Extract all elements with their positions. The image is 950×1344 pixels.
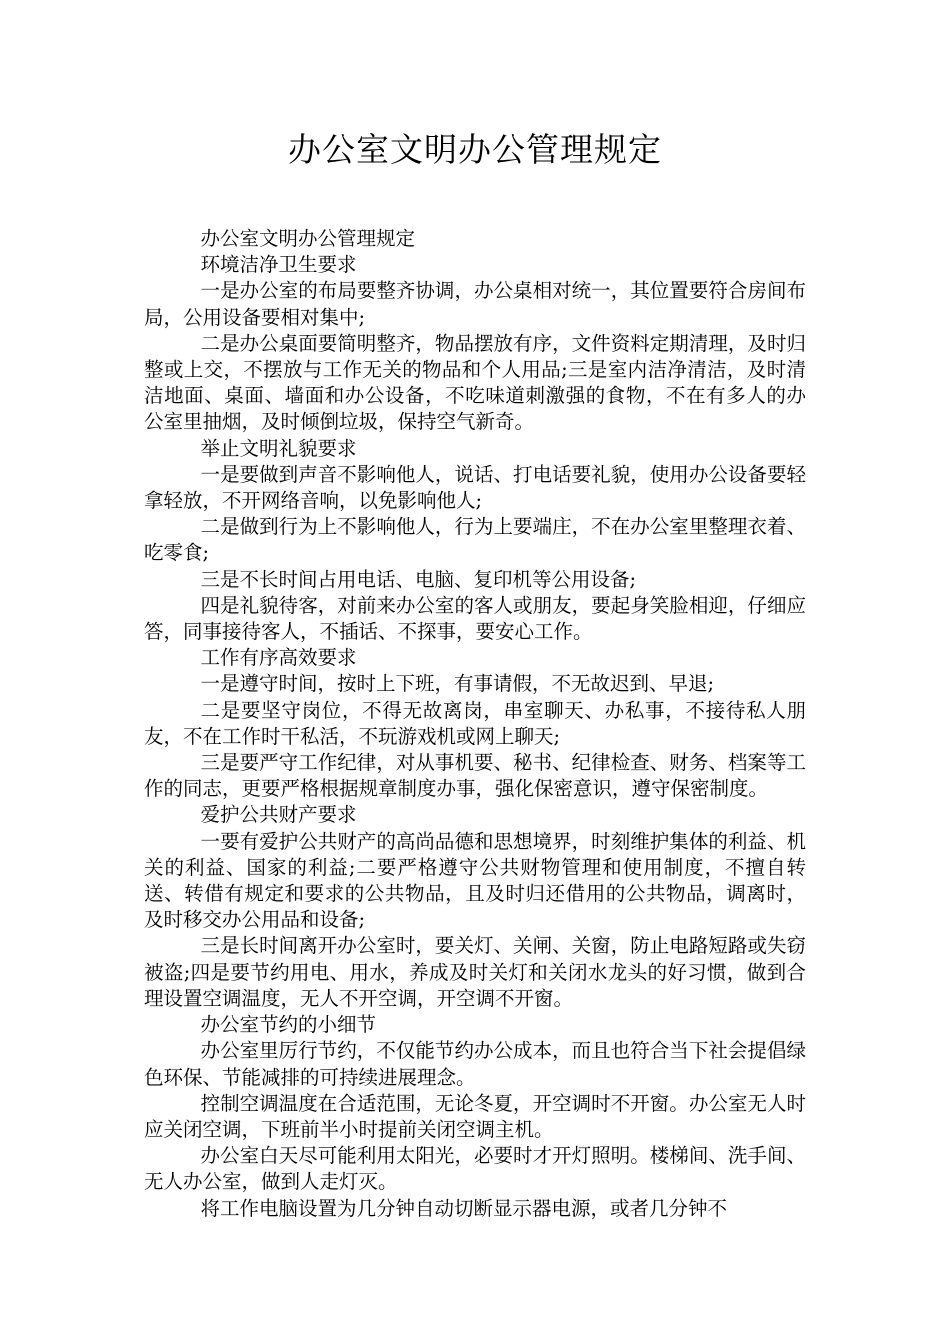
paragraph: 二是办公桌面要简明整齐，物品摆放有序，文件资料定期清理，及时归整或上交，不摆放与工作无关的物品和个人用品;三是室内洁净清洁，及时清洁地面、桌面、墙面和办公设备，不吃味道刺激强的食物，不在有多人的办公室里抽烟，及时倾倒垃圾，保持空气新奇。 bbox=[144, 331, 806, 434]
paragraph-heading: 办公室文明办公管理规定 bbox=[200, 227, 416, 250]
paragraph: 控制空调温度在合适范围，无论冬夏，开空调时不开窗。办公室无人时应关闭空调，下班前半小时提前关闭空调主机。 bbox=[144, 1091, 806, 1141]
paragraph: 一是办公室的布局要整齐协调，办公桌相对统一，其位置要符合房间布局，公用设备要相对集中; bbox=[144, 279, 806, 329]
document-title: 办公室文明办公管理规定 bbox=[288, 130, 662, 169]
paragraph: 二是要坚守岗位，不得无故离岗，串室聊天、办私事，不接待私人朋友，不在工作时干私活，不玩游戏机或网上聊天; bbox=[144, 698, 806, 748]
paragraph: 一要有爱护公共财产的高尚品德和思想境界，时刻维护集体的利益、机关的利益、国家的利益;二要严格遵守公共财物管理和使用制度，不擅自转送、转借有规定和要求的公共物品，且及时归还借用的公共物品，调离时，及时移交办公用品和设备; bbox=[144, 829, 806, 932]
paragraph: 一是遵守时间，按时上下班，有事请假，不无故迟到、早退; bbox=[200, 672, 715, 696]
paragraph: 三是要严守工作纪律，对从事机要、秘书、纪律检查、财务、档案等工作的同志，更要严格根据规章制度办事，强化保密意识，遵守保密制度。 bbox=[144, 751, 806, 801]
section-heading: 办公室节约的小细节 bbox=[200, 1013, 377, 1037]
paragraph: 办公室里厉行节约，不仅能节约办公成本，而且也符合当下社会提倡绿色环保、节能减排的可持续进展理念。 bbox=[144, 1039, 806, 1089]
section-heading: 环境洁净卫生要求 bbox=[200, 253, 357, 277]
paragraph: 三是不长时间占用电话、电脑、复印机等公用设备; bbox=[200, 567, 637, 591]
section-heading: 举止文明礼貌要求 bbox=[200, 436, 357, 460]
section-heading: 工作有序高效要求 bbox=[200, 646, 357, 670]
paragraph: 将工作电脑设置为几分钟自动切断显示器电源，或者几分钟不 bbox=[200, 1196, 728, 1220]
paragraph: 三是长时间离开办公室时，要关灯、关闸、关窗，防止电路短路或失窃被盗;四是要节约用电、用水，养成及时关灯和关闭水龙头的好习惯，做到合理设置空调温度，无人不开空调，开空调不开窗。 bbox=[144, 934, 806, 1010]
paragraph: 四是礼貌待客，对前来办公室的客人或朋友，要起身笑脸相迎，仔细应答，同事接待客人，不插话、不探事，要安心工作。 bbox=[144, 593, 806, 644]
document-body bbox=[144, 226, 806, 1222]
paragraph: 一是要做到声音不影响他人，说话、打电话要礼貌，使用办公设备要轻拿轻放，不开网络音响，以免影响他人; bbox=[144, 462, 806, 513]
section-heading: 爱护公共财产要求 bbox=[200, 803, 357, 827]
paragraph: 办公室白天尽可能利用太阳光，必要时才开灯照明。楼梯间、洗手间、无人办公室，做到人走灯灭。 bbox=[144, 1144, 806, 1194]
paragraph: 二是做到行为上不影响他人，行为上要端庄，不在办公室里整理衣着、吃零食; bbox=[144, 515, 806, 565]
